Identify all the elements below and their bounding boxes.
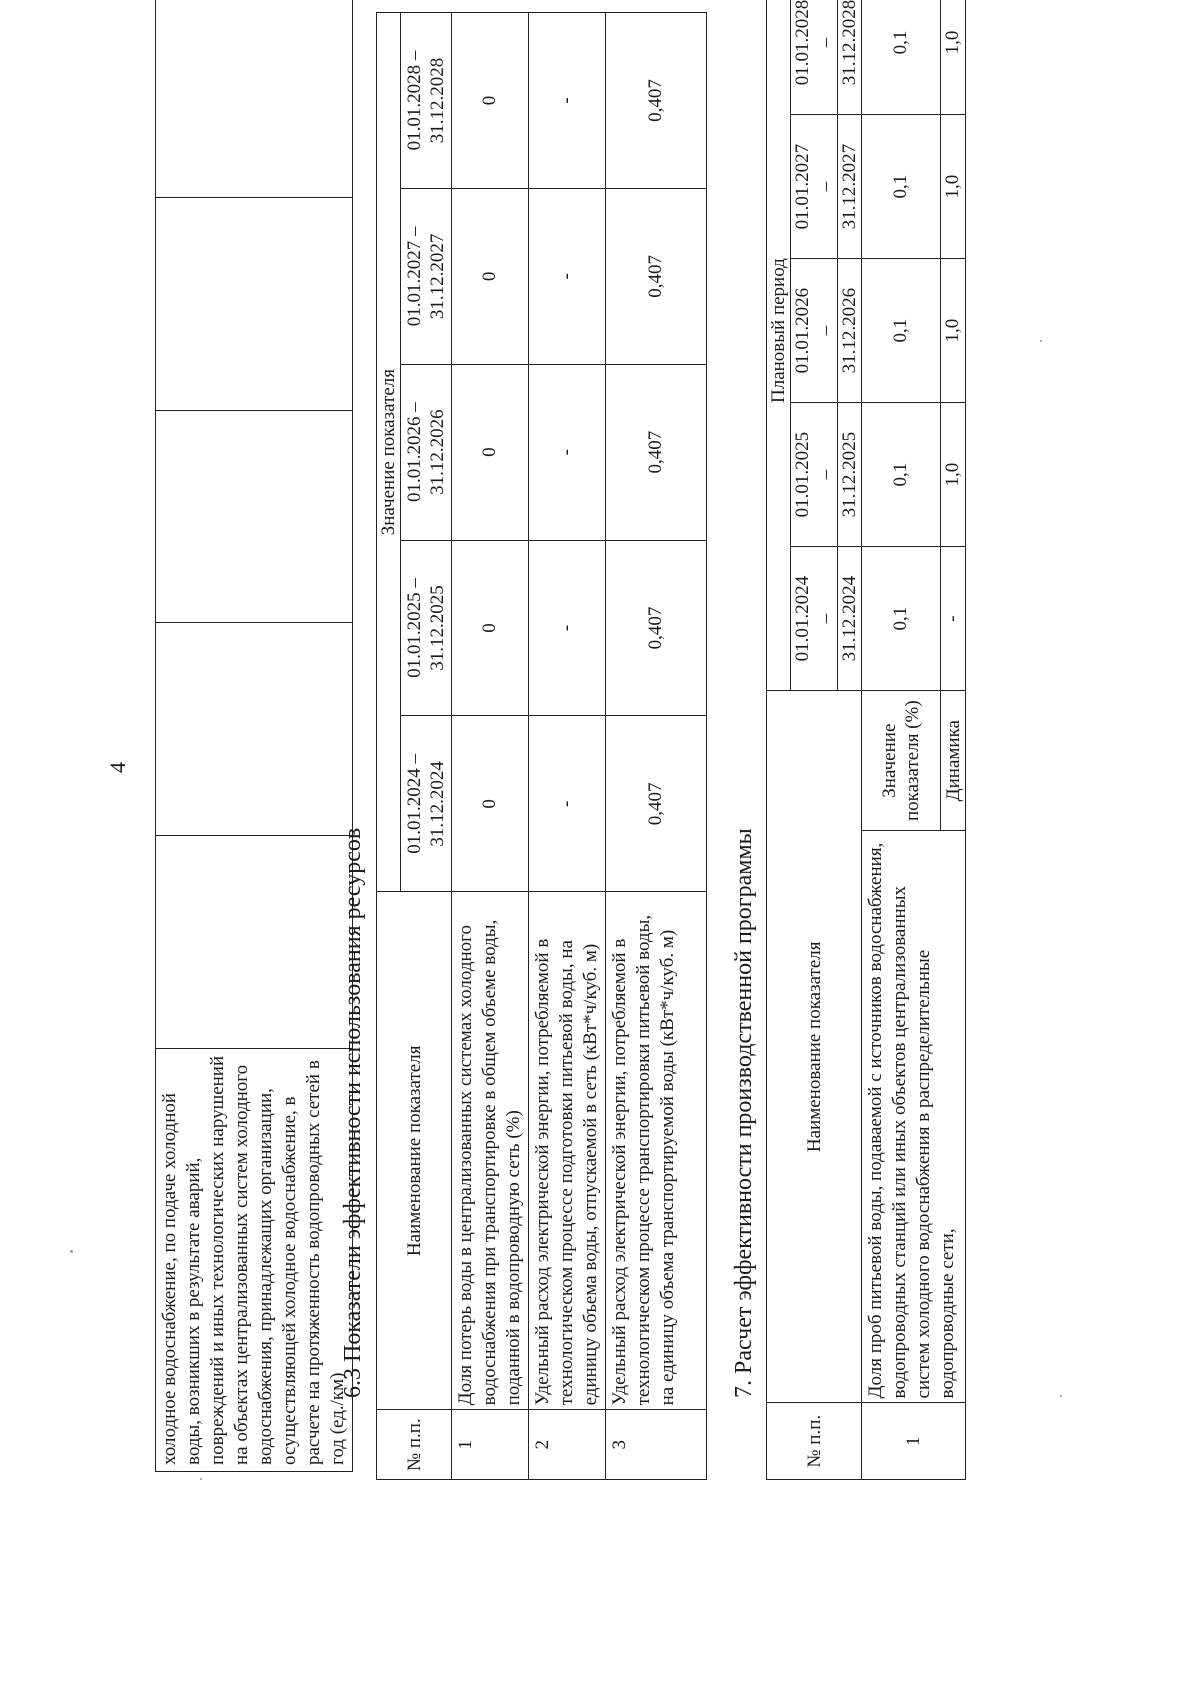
- period-header: 01.01.2027 – 31.12.2027: [401, 188, 452, 364]
- table-row: [452, 13, 529, 1480]
- period-header: [791, 0, 862, 115]
- period-dash: –: [815, 469, 836, 480]
- col-number-header: № п.п.: [377, 1410, 452, 1480]
- period-dash: –: [815, 37, 836, 48]
- col-number-header: № п.п.: [767, 1403, 862, 1480]
- table-row: [862, 0, 941, 1480]
- indicator-name: Доля проб питьевой воды, подаваемой с источников водоснабжения, водопроводных станций или иных объектов централизованных систем холодного водоснабжения в распределительные водопроводные сети,: [862, 831, 966, 1403]
- page-number: 4: [105, 762, 130, 773]
- value-cell: 0: [452, 716, 529, 892]
- value-cell: -: [529, 13, 606, 189]
- period-end: 31.12.2028: [837, 0, 861, 114]
- table-row: [156, 0, 353, 1472]
- value-cell: -: [529, 364, 606, 540]
- value-cell: [156, 0, 353, 197]
- value-cell: 0,407: [606, 716, 707, 892]
- indicator-name: Удельный расход электрической энергии, потребляемой в технологическом процессе подготовки питьевой воды, на единицу объема воды, отпускаемой в сеть (кВт*ч/куб. м): [529, 892, 606, 1410]
- period-end: 31.12.2024: [837, 547, 861, 690]
- value-sublabel: Значение показателя (%): [862, 691, 941, 831]
- row-number: 3: [606, 1410, 707, 1480]
- col-name-header: Наименование показателя: [377, 892, 452, 1410]
- table-header-row: [767, 0, 791, 1480]
- section-6-3-title: 6.3 Показатели эффективности использования ресурсов: [340, 827, 366, 1398]
- col-name-header: Наименование показателя: [767, 691, 862, 1403]
- period-start: 01.01.2028: [792, 0, 813, 86]
- period-start: 01.01.2026: [792, 287, 813, 374]
- value-cell: [156, 197, 353, 410]
- period-header: 01.01.2025 – 31.12.2025: [401, 540, 452, 716]
- value-cell: 0,1: [862, 115, 941, 259]
- period-header: [791, 115, 862, 259]
- dynamics-cell: 1,0: [941, 403, 966, 547]
- section-7-title: 7. Расчет эффективности производственной программы: [731, 828, 757, 1398]
- period-start: 01.01.2027: [792, 143, 813, 230]
- period-dash: –: [815, 325, 836, 336]
- dynamics-cell: -: [941, 547, 966, 691]
- scan-speck: [1060, 1395, 1062, 1397]
- value-cell: [156, 410, 353, 623]
- scan-speck: [1040, 340, 1042, 342]
- value-cell: 0,1: [862, 0, 941, 115]
- value-cell: 0,1: [862, 547, 941, 691]
- indicator-name: Доля потерь воды в централизованных системах холодного водоснабжения при транспортировке в общем объеме воды, поданной в водопроводную сеть (%): [452, 892, 529, 1410]
- planned-period-header: Плановый период: [767, 0, 791, 691]
- resource-efficiency-table: [376, 12, 707, 1480]
- value-cell: 0: [452, 540, 529, 716]
- value-cell: 0: [452, 13, 529, 189]
- value-cell: 0,407: [606, 13, 707, 189]
- row-number: 1: [862, 1403, 966, 1480]
- value-cell: -: [529, 540, 606, 716]
- period-header: 01.01.2024 – 31.12.2024: [401, 716, 452, 892]
- row-number: 2: [529, 1410, 606, 1480]
- period-dash: –: [815, 181, 836, 192]
- table-header-row: [377, 13, 401, 1480]
- value-cell: [156, 623, 353, 836]
- dynamics-sublabel: Динамика: [941, 691, 966, 831]
- row-number: 1: [452, 1410, 529, 1480]
- value-cell: 0: [452, 188, 529, 364]
- period-header: 01.01.2026 – 31.12.2026: [401, 364, 452, 540]
- period-header: [791, 403, 862, 547]
- period-header: [791, 259, 862, 403]
- value-cell: 0,407: [606, 540, 707, 716]
- scan-speck: [70, 1250, 73, 1253]
- program-efficiency-table: [766, 0, 966, 1480]
- period-end: 31.12.2027: [837, 115, 861, 258]
- period-dash: –: [815, 613, 836, 624]
- scan-speck: [200, 1478, 202, 1480]
- indicator-name: Удельный расход электрической энергии, потребляемой в технологическом процессе транспортировки питьевой воды, на единицу объема транспортируемой воды (кВт*ч/куб. м): [606, 892, 707, 1410]
- table-row: [606, 13, 707, 1480]
- dynamics-cell: 1,0: [941, 259, 966, 403]
- dynamics-cell: 1,0: [941, 0, 966, 115]
- table-row: [529, 13, 606, 1480]
- continuation-table: [155, 0, 353, 1472]
- value-cell: -: [529, 716, 606, 892]
- value-cell: [156, 836, 353, 1049]
- period-header: 01.01.2028 – 31.12.2028: [401, 13, 452, 189]
- value-cell: 0: [452, 364, 529, 540]
- period-end: 31.12.2025: [837, 403, 861, 546]
- value-cell: 0,407: [606, 188, 707, 364]
- period-header: [791, 547, 862, 691]
- value-cell: 0,407: [606, 364, 707, 540]
- values-group-header: Значение показателя: [377, 13, 401, 892]
- period-end: 31.12.2026: [837, 259, 861, 402]
- dynamics-cell: 1,0: [941, 115, 966, 259]
- period-start: 01.01.2025: [792, 431, 813, 518]
- value-cell: 0,1: [862, 259, 941, 403]
- value-cell: -: [529, 188, 606, 364]
- period-start: 01.01.2024: [792, 575, 813, 662]
- value-cell: 0,1: [862, 403, 941, 547]
- indicator-text-cell: холодное водоснабжение, по подаче холодной воды, возникших в результате аварий, повреждений и иных технологических нарушений на объектах централизованных систем холодного водоснабжения, принадлежащих организации, осуществляющей холодное водоснабжение, в расчете на протяженность водопроводных сетей в год (ед./км): [156, 1049, 353, 1472]
